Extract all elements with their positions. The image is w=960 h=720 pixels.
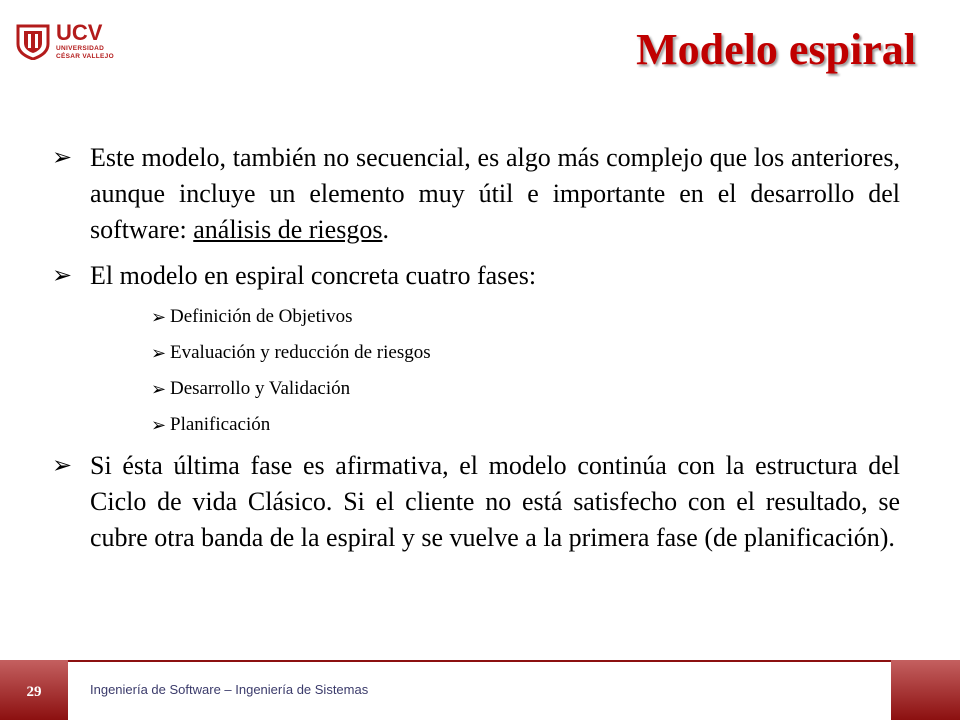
phase-item-3	[52, 376, 900, 402]
bullet-1-underlined: análisis de riesgos	[193, 215, 383, 244]
phase-4-text: Planificación	[170, 414, 271, 435]
phase-1-text: Definición de Objetivos	[170, 306, 353, 327]
arrow-bullet-icon: ➢	[52, 145, 73, 171]
bullet-2-text: El modelo en espiral concreta cuatro fases:	[90, 261, 537, 290]
bullet-3	[52, 448, 900, 556]
phase-2-text: Evaluación y reducción de riesgos	[170, 342, 431, 363]
ucv-logo	[16, 20, 116, 68]
arrow-bullet-icon: ➢	[151, 343, 167, 363]
page-number: 29	[26, 684, 42, 700]
arrow-bullet-icon: ➢	[151, 415, 167, 435]
bullet-3-text: Si ésta última fase es afirmativa, el modelo continúa con la estructura del Ciclo de vida Clásico. Si el cliente no está satisfecho con el resultado, se cubre otra banda de la espiral y se vuelve a la primera fase (de planificación).	[90, 451, 900, 552]
bullet-1-text: Este modelo, también no secuencial, es algo más complejo que los anteriores, aunque incluye un elemento muy útil e importante en el desarrollo del software:	[90, 143, 900, 244]
slide-content	[52, 140, 900, 566]
phase-item-4	[52, 412, 900, 438]
arrow-bullet-icon: ➢	[151, 379, 167, 399]
ucv-shield-icon	[16, 24, 50, 60]
phase-item-2	[52, 340, 900, 366]
arrow-bullet-icon: ➢	[52, 453, 73, 479]
logo-line-2: CÉSAR VALLEJO	[56, 53, 114, 60]
slide-footer	[0, 660, 960, 720]
arrow-bullet-icon: ➢	[52, 263, 73, 289]
footer-right-band	[891, 660, 960, 720]
logo-line-1: UNIVERSIDAD	[56, 45, 105, 52]
bullet-2	[52, 258, 900, 294]
phase-3-text: Desarrollo y Validación	[170, 378, 351, 399]
footer-left-band	[0, 660, 68, 720]
logo-name: UCV	[56, 20, 103, 45]
arrow-bullet-icon: ➢	[151, 307, 167, 327]
bullet-1-end: .	[382, 215, 389, 244]
footer-text: Ingeniería de Software – Ingeniería de Sistemas	[90, 682, 369, 697]
bullet-1	[52, 140, 900, 248]
slide-title: Modelo espiral	[636, 25, 916, 74]
phase-item-1	[52, 304, 900, 330]
